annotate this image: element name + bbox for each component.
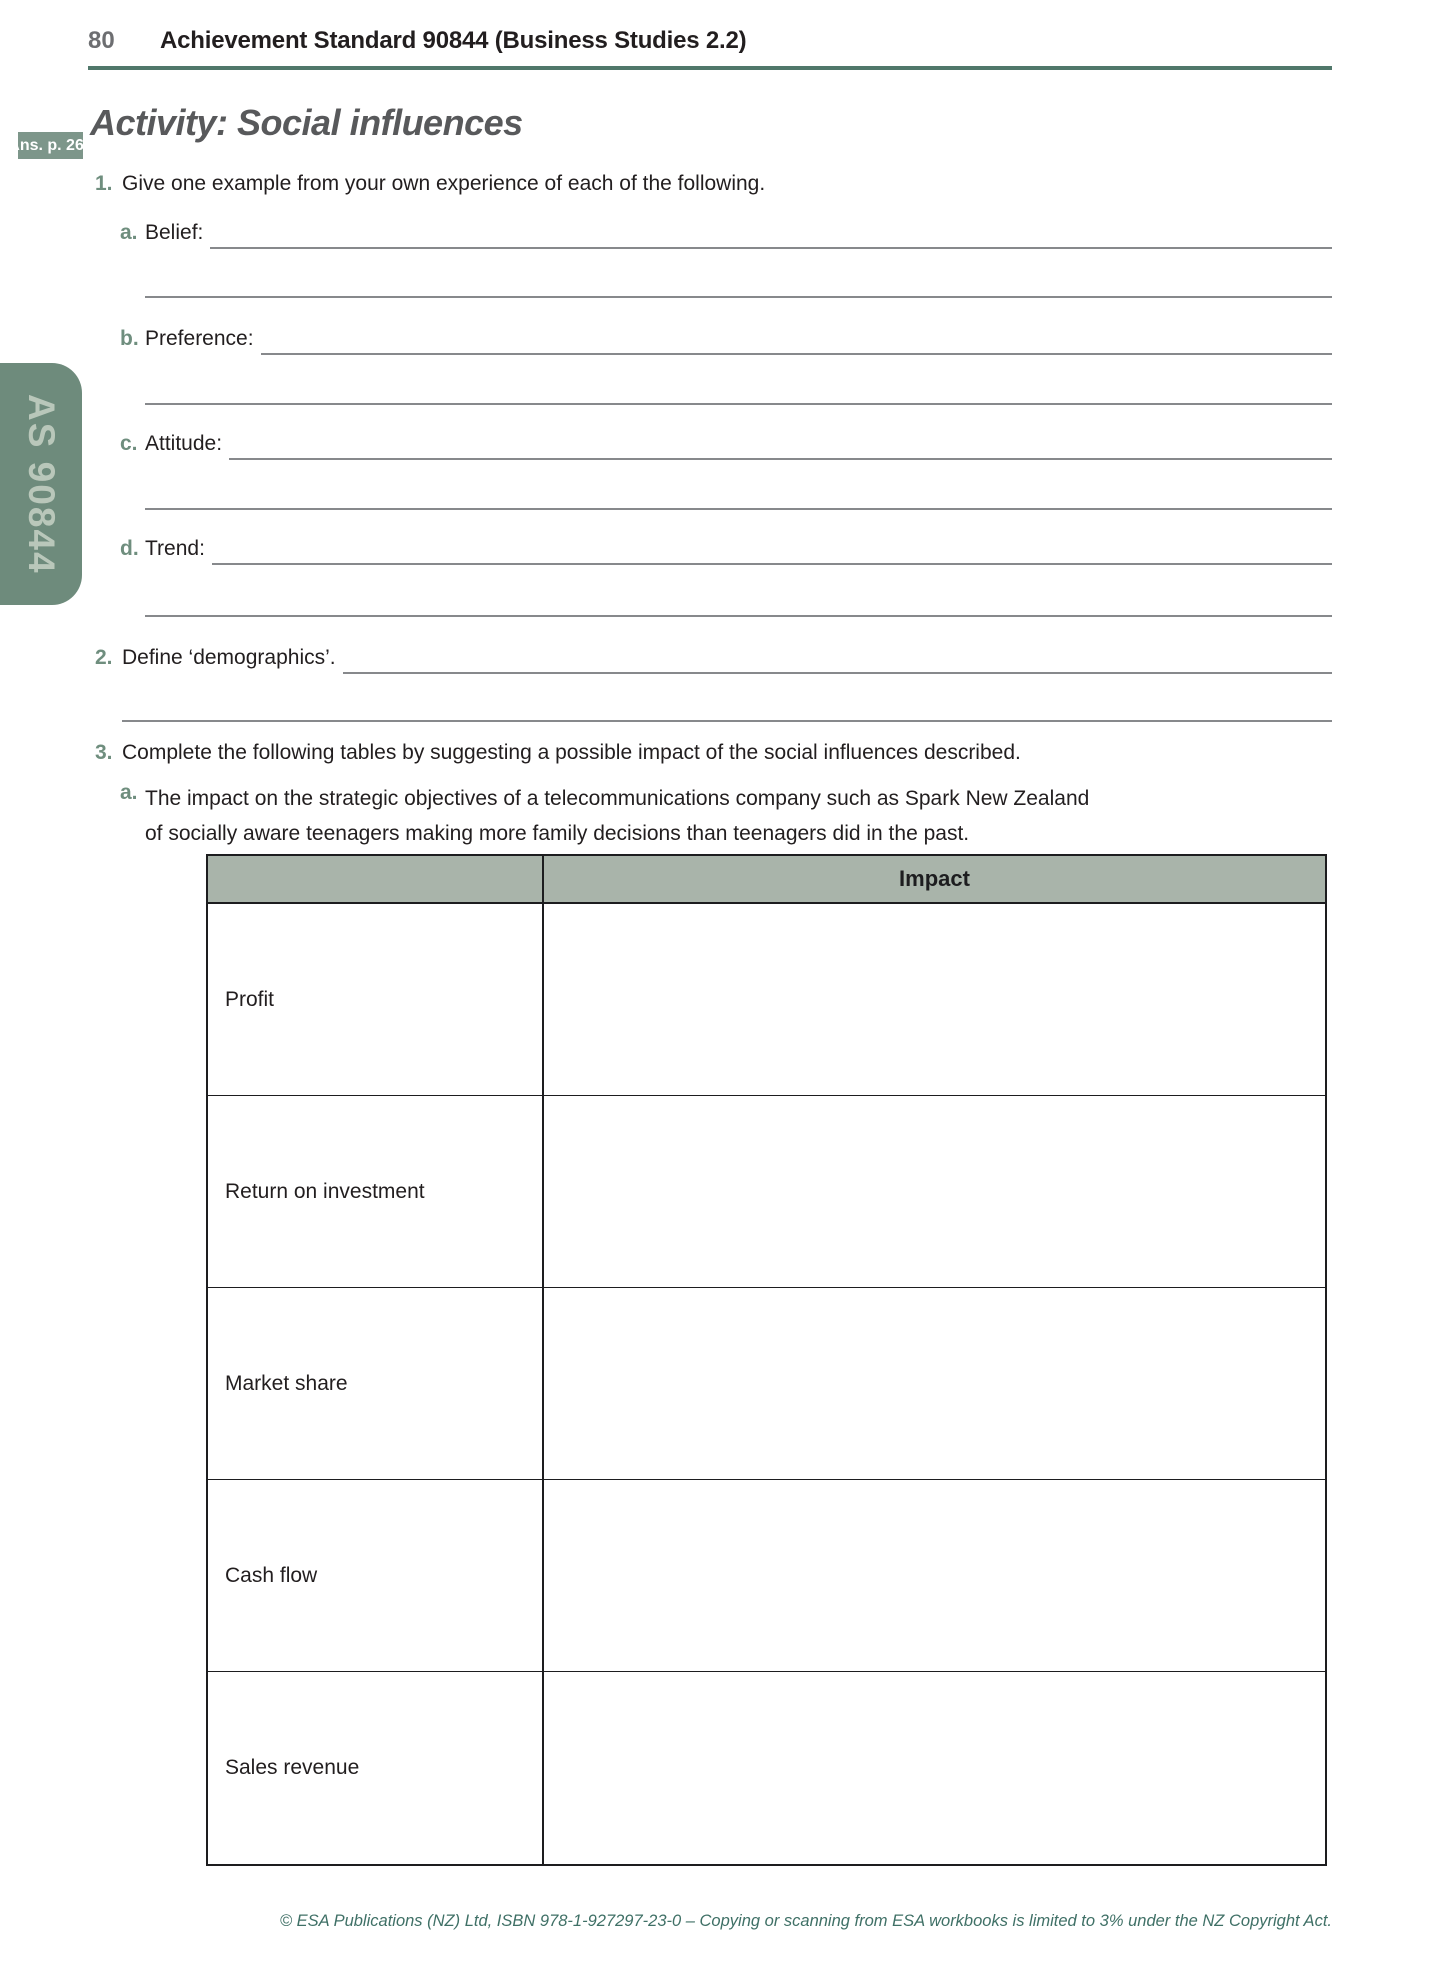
page-number: 80 <box>88 27 115 54</box>
item-1d <box>120 537 1332 565</box>
item-1a-label: Belief: <box>145 221 204 244</box>
table-row-label: Return on investment <box>208 1096 544 1288</box>
table-impact-input-cell[interactable] <box>544 1288 1325 1480</box>
answer-line[interactable] <box>261 327 1332 355</box>
item-1b <box>120 327 1332 355</box>
table-impact-input-cell[interactable] <box>544 1096 1325 1288</box>
table-row-label: Sales revenue <box>208 1672 544 1864</box>
item-1b-letter: b. <box>120 327 139 350</box>
item-1a-letter: a. <box>120 221 138 244</box>
item-1c-label: Attitude: <box>145 432 223 455</box>
question-1-number: 1. <box>95 172 113 195</box>
item-1c <box>120 432 1332 460</box>
header-rule <box>88 66 1332 70</box>
question-2-number: 2. <box>95 646 113 669</box>
impact-table <box>206 854 1327 1866</box>
activity-title: Activity: Social influences <box>90 102 523 143</box>
item-1d-label: Trend: <box>145 537 205 560</box>
table-header-blank-cell <box>208 856 544 904</box>
question-3-text: Complete the following tables by suggesting a possible impact of the social influences described. <box>122 741 1021 764</box>
question-2-text: Define ‘demographics’. <box>122 646 336 669</box>
answer-line[interactable] <box>145 296 1332 298</box>
answer-line[interactable] <box>145 615 1332 617</box>
question-2 <box>95 646 1332 674</box>
table-row-label: Profit <box>208 904 544 1096</box>
question-3a <box>120 781 1332 851</box>
answer-line[interactable] <box>210 221 1332 249</box>
copyright-footer: © ESA Publications (NZ) Ltd, ISBN 978-1-927297-23-0 – Copying or scanning from ESA workbooks is limited to 3% under the NZ Copyright Act. <box>279 1912 1332 1930</box>
table-impact-input-cell[interactable] <box>544 1480 1325 1672</box>
answer-line[interactable] <box>212 537 1332 565</box>
table-impact-input-cell[interactable] <box>544 1672 1325 1864</box>
item-1d-letter: d. <box>120 537 139 560</box>
side-tab-label: AS 90844 <box>21 393 62 575</box>
header-title: Achievement Standard 90844 (Business Studies 2.2) <box>160 27 747 54</box>
page-header <box>88 27 1332 55</box>
standard-side-tab <box>0 363 82 605</box>
table-row-label: Market share <box>208 1288 544 1480</box>
answer-line[interactable] <box>145 508 1332 510</box>
answer-line[interactable] <box>229 432 1332 460</box>
item-1a <box>120 221 1332 249</box>
question-3a-text: The impact on the strategic objectives of a telecommunications company such as Spark New Zealand of socially aware teenagers making more family decisions than teenagers did in the past. <box>145 787 1090 845</box>
question-1 <box>95 172 1332 200</box>
table-row-label: Cash flow <box>208 1480 544 1672</box>
item-1b-label: Preference: <box>145 327 254 350</box>
table-impact-input-cell[interactable] <box>544 904 1325 1096</box>
answer-line[interactable] <box>343 646 1332 674</box>
question-3-number: 3. <box>95 741 113 764</box>
item-1c-letter: c. <box>120 432 138 455</box>
answers-page-badge: Ans. p. 268 <box>18 132 83 159</box>
answer-line[interactable] <box>122 720 1332 722</box>
question-3a-letter: a. <box>120 781 138 804</box>
impact-column-header: Impact <box>899 866 970 891</box>
table-header-impact-cell <box>544 856 1325 904</box>
answer-line[interactable] <box>145 403 1332 405</box>
question-3 <box>95 741 1332 769</box>
question-1-text: Give one example from your own experience of each of the following. <box>122 172 766 195</box>
